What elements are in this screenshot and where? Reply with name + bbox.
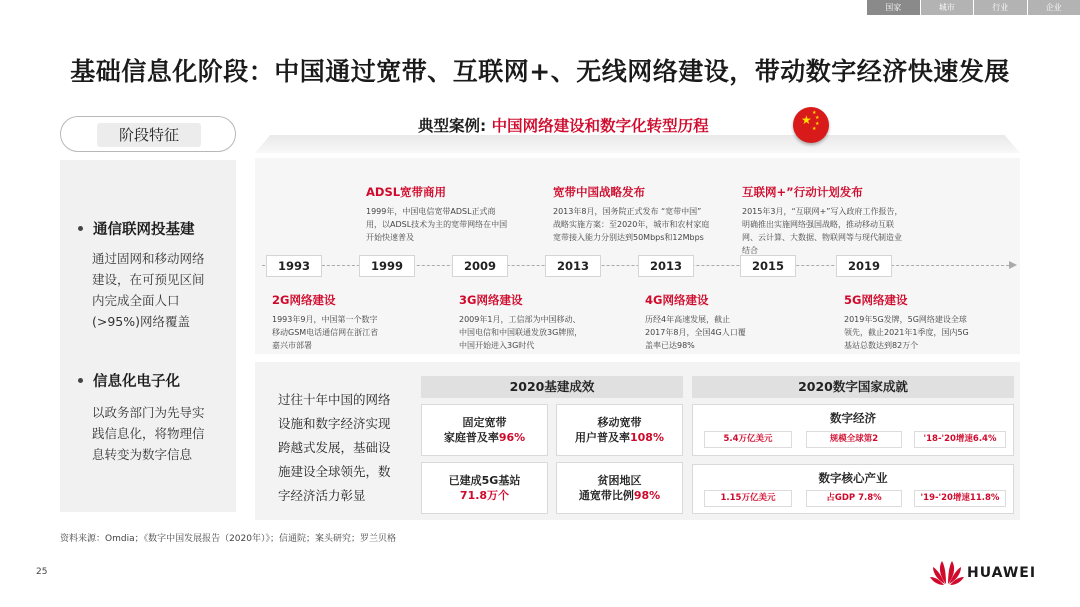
feature-desc-line: 以政务部门为先导实 (92, 405, 205, 420)
page-title: 基础信息化阶段：中国通过宽带、互联网+、无线网络建设，带动数字经济快速发展 (70, 57, 1010, 86)
achieve-chip: 规模全球第2 (806, 431, 902, 448)
achieve-chip: '19-'20增速11.8% (914, 490, 1006, 507)
achieve-group (692, 404, 1014, 456)
summary-line: 过往十年中国的网络 (278, 392, 391, 407)
event-desc (459, 313, 629, 352)
event-desc-line: 开始快速普及 (366, 233, 414, 242)
event-desc (742, 205, 927, 257)
nav-tab-country[interactable]: 国家 (866, 0, 920, 15)
china-flag-icon: ★ ★ ★ ★ ★ (793, 107, 829, 143)
year-marker: 1993 (266, 255, 322, 277)
summary-line: 字经济活力彰显 (278, 488, 366, 503)
bullet-dot (78, 226, 83, 231)
infra-section-header: 2020基建成效 (421, 376, 683, 398)
event-desc-line: 盖率已达98% (645, 341, 695, 350)
event-desc (272, 313, 442, 352)
event-desc-line: 明确推出实施网络强国战略，推动移动互联 (742, 220, 894, 229)
event-desc-line: 历经4年高速发展，截止 (645, 315, 731, 324)
infra-stat-box (556, 404, 683, 456)
achieve-group-title: 数字经济 (830, 411, 876, 425)
event-title: ADSL宽带商用 (366, 185, 447, 199)
case-title-prefix: 典型案例: (418, 117, 492, 135)
timeline-arrow-icon (1009, 261, 1017, 269)
feature-desc-line: 内完成全面人口 (92, 293, 180, 308)
feature-desc-line: (>95%)网络覆盖 (92, 314, 191, 329)
feature-desc-line: 践信息化，将物理信 (92, 426, 205, 441)
timeline-event (645, 292, 815, 352)
stat-label: 贫困地区 (597, 474, 642, 487)
summary-line: 施建设全球领先，数 (278, 464, 391, 479)
stat-label-value: 家庭普及率96% (443, 431, 526, 444)
year-marker: 2009 (452, 255, 508, 277)
infra-stat-box (421, 404, 548, 456)
case-title (418, 114, 709, 136)
feature-desc-line: 建设，在可预见区间 (92, 272, 205, 287)
stage-pill (60, 116, 236, 152)
timeline-event (844, 292, 1014, 352)
event-desc-line: 中国电信和中国联通发放3G牌照， (459, 328, 583, 337)
event-desc-line: 宽带接入能力分别达到50Mbps和12Mbps (553, 233, 704, 242)
event-desc-line: 2013年8月，国务院正式发布 “宽带中国” (553, 207, 702, 216)
event-desc-line: 1993年9月，中国第一个数字 (272, 315, 378, 324)
stage-pill-label: 阶段特征 (97, 123, 201, 147)
feature-title (78, 218, 195, 239)
summary-text (278, 388, 408, 508)
bullet-dot (78, 378, 83, 383)
event-desc-line: 战略实施方案：至2020年，城市和农村家庭 (553, 220, 710, 229)
huawei-logo (930, 558, 1050, 588)
stat-label-value: 用户普及率108% (575, 431, 664, 444)
nav-tab-industry[interactable]: 行业 (973, 0, 1027, 15)
year-marker: 2015 (740, 255, 796, 277)
year-marker: 2013 (545, 255, 601, 277)
event-desc (645, 313, 815, 352)
feature-title-text: 通信联网投基建 (93, 222, 195, 238)
stat-label: 移动宽带 (597, 416, 642, 429)
event-desc (366, 205, 536, 244)
event-desc-line: 用，以ADSL技术为主的宽带网络在中国 (366, 220, 508, 229)
huawei-flower-icon (930, 558, 964, 586)
event-desc-line: 2009年1月，工信部为中国移动、 (459, 315, 581, 324)
event-desc-line: 领先，截止2021年1季度，国内5G (844, 328, 969, 337)
stat-value: 71.8万个 (459, 489, 510, 502)
stat-value: 108% (630, 431, 664, 444)
year-marker: 2019 (836, 255, 892, 277)
summary-line: 跨越式发展，基础设 (278, 440, 391, 455)
stat-label: 已建成5G基站 (448, 474, 521, 487)
event-title: 互联网+”行动计划发布 (742, 185, 863, 199)
page-number: 25 (36, 567, 48, 577)
event-desc-line: 2019年5G发牌，5G网络建设全球 (844, 315, 967, 324)
event-title: 宽带中国战略发布 (553, 185, 645, 199)
event-desc-line: 基站总数达到82万个 (844, 341, 919, 350)
event-desc-line: 网、云计算、大数据、物联网等与现代制造业 (742, 233, 902, 242)
stat-value: 98% (633, 489, 661, 502)
achieve-chip: 占GDP 7.8% (806, 490, 902, 507)
event-desc-line: 结合 (742, 246, 758, 255)
event-desc-line: 2015年3月，“互联网+”写入政府工作报告， (742, 207, 903, 216)
event-title: 2G网络建设 (272, 293, 336, 307)
source-note: 资料来源：Omdia；《数字中国发展报告（2020年）》；信通院；案头研究；罗兰贝格 (60, 534, 396, 544)
top-nav (866, 0, 1080, 15)
year-marker: 2013 (638, 255, 694, 277)
stage-features-panel (60, 160, 236, 512)
timeline-event (459, 292, 629, 352)
stat-label: 固定宽带 (462, 416, 507, 429)
logo-wordmark: HUAWEI (967, 565, 1037, 581)
feature-desc (92, 248, 224, 332)
achieve-group-title: 数字核心产业 (818, 471, 888, 485)
event-desc-line: 2017年8月，全国4G人口覆 (645, 328, 746, 337)
event-desc (844, 313, 1014, 352)
event-desc-line: 移动GSM电话通信网在浙江省 (272, 328, 379, 337)
event-desc-line: 中国开始进入3G时代 (459, 341, 535, 350)
year-marker: 1999 (359, 255, 415, 277)
feature-title (78, 370, 180, 391)
achieve-chip: 1.15万亿美元 (704, 490, 792, 507)
event-title: 4G网络建设 (645, 293, 709, 307)
infra-stat-box (421, 462, 548, 514)
timeline-event (553, 184, 733, 244)
stat-value: 96% (498, 431, 526, 444)
feature-title-text: 信息化电子化 (93, 374, 180, 390)
event-title: 5G网络建设 (844, 293, 908, 307)
feature-desc-line: 息转变为数字信息 (92, 447, 193, 462)
case-title-highlight: 中国网络建设和数字化转型历程 (491, 117, 709, 135)
timeline-event (742, 184, 927, 257)
timeline-event (366, 184, 536, 244)
feature-desc (92, 402, 224, 465)
stat-label-value: 通宽带比例98% (578, 489, 661, 502)
achieve-section-header: 2020数字国家成就 (692, 376, 1014, 398)
event-title: 3G网络建设 (459, 293, 523, 307)
event-desc-line: 嘉兴市部署 (272, 341, 312, 350)
timeline-event (272, 292, 442, 352)
nav-tab-enterprise[interactable]: 企业 (1027, 0, 1080, 15)
feature-desc-line: 通过固网和移动网络 (92, 251, 205, 266)
event-desc (553, 205, 733, 244)
nav-tab-city[interactable]: 城市 (920, 0, 974, 15)
infra-stat-box (556, 462, 683, 514)
achieve-chip: '18-'20增速6.4% (914, 431, 1006, 448)
achieve-chip: 5.4万亿美元 (704, 431, 792, 448)
event-desc-line: 1999年，中国电信宽带ADSL正式商 (366, 207, 496, 216)
summary-line: 设施和数字经济实现 (278, 416, 391, 431)
